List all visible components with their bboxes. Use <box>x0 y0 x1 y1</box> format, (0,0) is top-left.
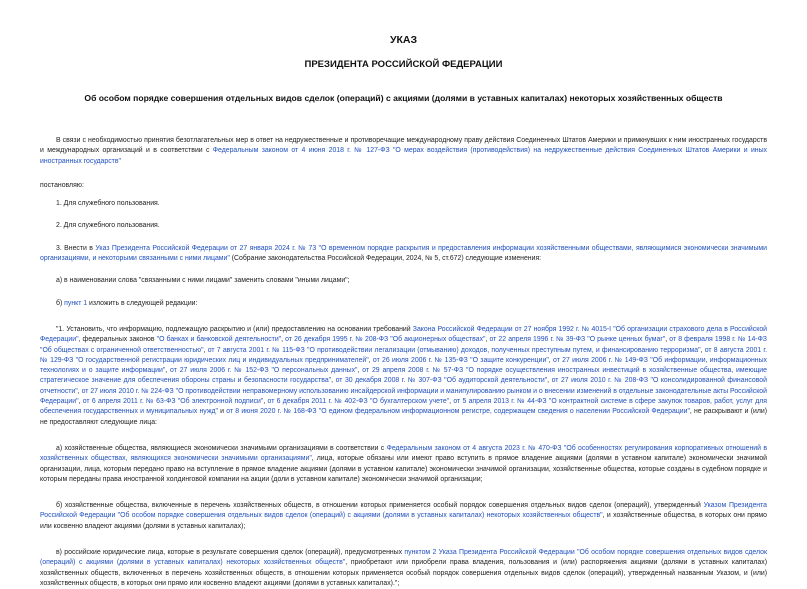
quote-text: , <box>700 346 705 354</box>
quote-text: и <box>217 408 227 416</box>
quote-text: , не раскрывают и (или) не предоставляют следующие лица: <box>40 408 768 426</box>
law-208fz-1995-link[interactable]: от 26 декабря 1995 г. № 208-ФЗ "Об акционерных обществах" <box>285 336 486 344</box>
decree-73-link[interactable]: Указ Президента Российской Федерации от 27 января 2024 г. № 73 "О временном порядке раскрытия и предоставления информации хозяйственными обществами, являющимися экономически значимыми организациями, и некоторыми связанными с ними лицами" <box>40 244 767 263</box>
law-402fz-link[interactable]: от 6 декабря 2011 г. № 402-ФЗ "О бухгалтерском учете" <box>267 398 450 406</box>
item-3a: а) в наименовании слова "связанными с ними лицами" заменить словами "иными лицами"; <box>56 277 350 285</box>
quote-text: , <box>263 398 268 406</box>
item-1: 1. Для служебного пользования. <box>56 200 160 208</box>
preamble-text: В связи с необходимостью принятия безотлагательных мер в ответ на недружественные и противоречащие международному праву действия Соединенных Штатов Америки и примкнувших к ним иностранных государств и международных организаций и в соответствии с <box>40 137 767 155</box>
law-129fz-link[interactable]: от 8 августа 2001 г. № 129-ФЗ "О государственной регистрации юридических лиц и индивидуальных предпринимателей" <box>40 346 767 364</box>
decree-special-order-link-2[interactable]: Указа Президента Российской Федерации "Об особом порядке совершения отдельных видов сделок (операций) с акциями (долями в уставных капиталах) некоторых хозяйственных обществ" <box>40 549 767 567</box>
doc-title-president: ПРЕЗИДЕНТА РОССИЙСКОЙ ФЕДЕРАЦИИ <box>304 59 503 70</box>
quote-text: , <box>357 367 363 375</box>
item-3b-text-end: изложить в следующей редакции: <box>87 299 198 307</box>
quote-text: , <box>165 367 171 375</box>
quote-point-b <box>40 501 767 532</box>
law-149fz-link[interactable]: от 27 июля 2006 г. № 149-ФЗ "Об информации, информационных технологиях и о защите информации" <box>40 356 767 375</box>
law-307fz-link[interactable]: от 30 декабря 2008 г. № 307-ФЗ "Об аудиторской деятельности" <box>335 377 548 385</box>
law-banks-link[interactable]: "О банках и банковской деятельности" <box>156 336 282 344</box>
point-1-link[interactable]: пункт 1 <box>64 299 88 307</box>
law-152fz-link[interactable]: от 27 июля 2006 г. № 152-ФЗ "О персональных данных" <box>170 367 358 375</box>
point-b-text-end: , и хозяйственные общества, в которых они прямо или косвенно владеют акциями (долями в уставных капиталах); <box>40 512 768 530</box>
point-c-text-end: , приобретают или приобрели права владения, пользования и (или) распоряжения акциями (долями в уставных капиталах) хозяйственных обществ, включенных в перечень хозяйственных обществ, в отношении которых применяется особый порядок совершения отдельных видов сделок (операций), утвержденный названным Указом, и (или) хозяйственных обществ, в которых они прямо или косвенно владеют акциями (долями в уставных капиталах)."; <box>40 559 767 587</box>
quote-point-1 <box>40 325 767 428</box>
quote-point-c <box>40 548 767 589</box>
quote-text: , <box>368 356 373 364</box>
quote-text: , <box>77 387 82 395</box>
point-a-text: а) хозяйственные общества, являющиеся экономически значимыми организациями в соответствии с <box>56 444 387 452</box>
quote-text: , <box>665 336 670 344</box>
item-3-text: 3. Внести в <box>56 244 96 252</box>
quote-text: , федеральных законов <box>78 336 157 344</box>
law-63fz-link[interactable]: от 6 апреля 2011 г. № 63-ФЗ "Об электронной подписи" <box>82 398 264 406</box>
item-2: 2. Для служебного пользования. <box>56 222 160 230</box>
point-a-text-end: , лица, которые обязаны или имеют право вступить в прямое владение акциями (долями в уставном капитале) экономически значимой организации, лица, которым передано право на вступление в прямое владение акциями (долями в уставном капитале) экономически значимой организации, хозяйственные общества, которые созданы в судебном порядке и которым переданы права иностранной холдинговой компании на акции (доли в уставном капитале) экономически значимой организации; <box>40 455 768 483</box>
item-3-text-end: (Собрание законодательства Российской Федерации, 2024, № 5, ст.672) следующие изменения: <box>229 255 542 263</box>
quote-text: , <box>449 398 454 406</box>
item-3 <box>40 244 767 265</box>
law-135fz-link[interactable]: от 26 июля 2006 г. № 135-ФЗ "О защите конкуренции" <box>372 356 549 364</box>
point-2-link[interactable]: пунктом 2 <box>404 549 437 557</box>
law-127fz-link[interactable]: Федеральным законом от 4 июня 2018 г. № 127-ФЗ "О мерах воздействия (противодействия) на недружественные действия Соединенных Штатов Америки и иных иностранных государств" <box>40 147 767 165</box>
quote-text: , <box>548 356 554 364</box>
quote-text: , <box>203 346 208 354</box>
point-b-text: б) хозяйственные общества, включенные в перечень хозяйственных обществ, в отношении которых применяется особый порядок совершения отдельных видов сделок (операций), утвержденный <box>56 502 704 510</box>
quote-text: , <box>78 398 83 406</box>
law-470fz-link[interactable]: Федеральным законом от 4 августа 2023 г. № 470-ФЗ "Об особенностях регулирования корпоративных отношений в хозяйственных обществах, являющихся экономически значимыми организациями" <box>40 444 767 463</box>
quote-text: "1. Установить, что информацию, подлежащую раскрытию и (или) предоставлению на основании требований <box>56 325 413 333</box>
decree-special-order-link[interactable]: Указом Президента Российской Федерации "Об особом порядке совершения отдельных видов сделок (операций) с акциями (долями в уставных капиталах) некоторых хозяйственных обществ" <box>40 502 767 520</box>
law-115fz-link[interactable]: от 7 августа 2001 г. № 115-ФЗ "О противодействии легализации (отмыванию) доходов, полученных преступным путем, и финансированию терроризма" <box>207 346 701 354</box>
law-168fz-link[interactable]: от 8 июня 2020 г. № 168-ФЗ "О едином федеральном информационном регистре, содержащем сведения о населении Российской Федерации" <box>226 408 690 416</box>
quote-text: , <box>331 377 336 385</box>
law-224fz-link[interactable]: от 27 июля 2010 г. № 224-ФЗ "О противодействии неправомерному использованию инсайдерской информации и манипулированию рынком и о внесении изменений в отдельные законодательные акты Российской Федерации" <box>40 387 767 406</box>
item-3b <box>40 299 767 309</box>
law-44fz-link[interactable]: от 5 апреля 2013 г. № 44-ФЗ "О контрактной системе в сфере закупок товаров, работ, услуг для обеспечения государственных и муниципальных нужд" <box>40 398 767 416</box>
point-c-text: в) российские юридические лица, которые в результате совершения сделок (операций), предусмотренных <box>56 549 405 557</box>
quote-point-a <box>40 444 767 485</box>
quote-text: , <box>281 336 286 344</box>
law-57fz-link[interactable]: от 29 апреля 2008 г. № 57-ФЗ "О порядке осуществления иностранных инвестиций в хозяйственные общества, имеющие стратегическое значение для обеспечения обороны страны и безопасности государства" <box>40 367 767 385</box>
law-14fz-link[interactable]: от 8 февраля 1998 г. № 14-ФЗ "Об обществах с ограниченной ответственностью" <box>40 336 767 354</box>
item-3b-text: б) <box>56 299 65 307</box>
quote-text: , <box>547 377 552 385</box>
preamble-paragraph <box>40 136 767 167</box>
doc-title-subject: Об особом порядке совершения отдельных видов сделок (операций) с акциями (долями в уставных капиталах) некоторых хозяйственных обществ <box>84 93 723 103</box>
law-4015-link[interactable]: Закона Российской Федерации от 27 ноября 1992 г. № 4015-I "Об организации страхового дела в Российской Федерации" <box>40 325 767 344</box>
quote-text: , <box>485 336 490 344</box>
decree-word: постановляю: <box>40 181 84 189</box>
law-39fz-link[interactable]: от 22 апреля 1996 г. № 39-ФЗ "О рынке ценных бумаг" <box>489 336 666 344</box>
doc-title-ukaz: УКАЗ <box>389 34 418 46</box>
law-208fz-2010-link[interactable]: от 27 июля 2010 г. № 208-ФЗ "О консолидированной финансовой отчетности" <box>40 377 767 395</box>
